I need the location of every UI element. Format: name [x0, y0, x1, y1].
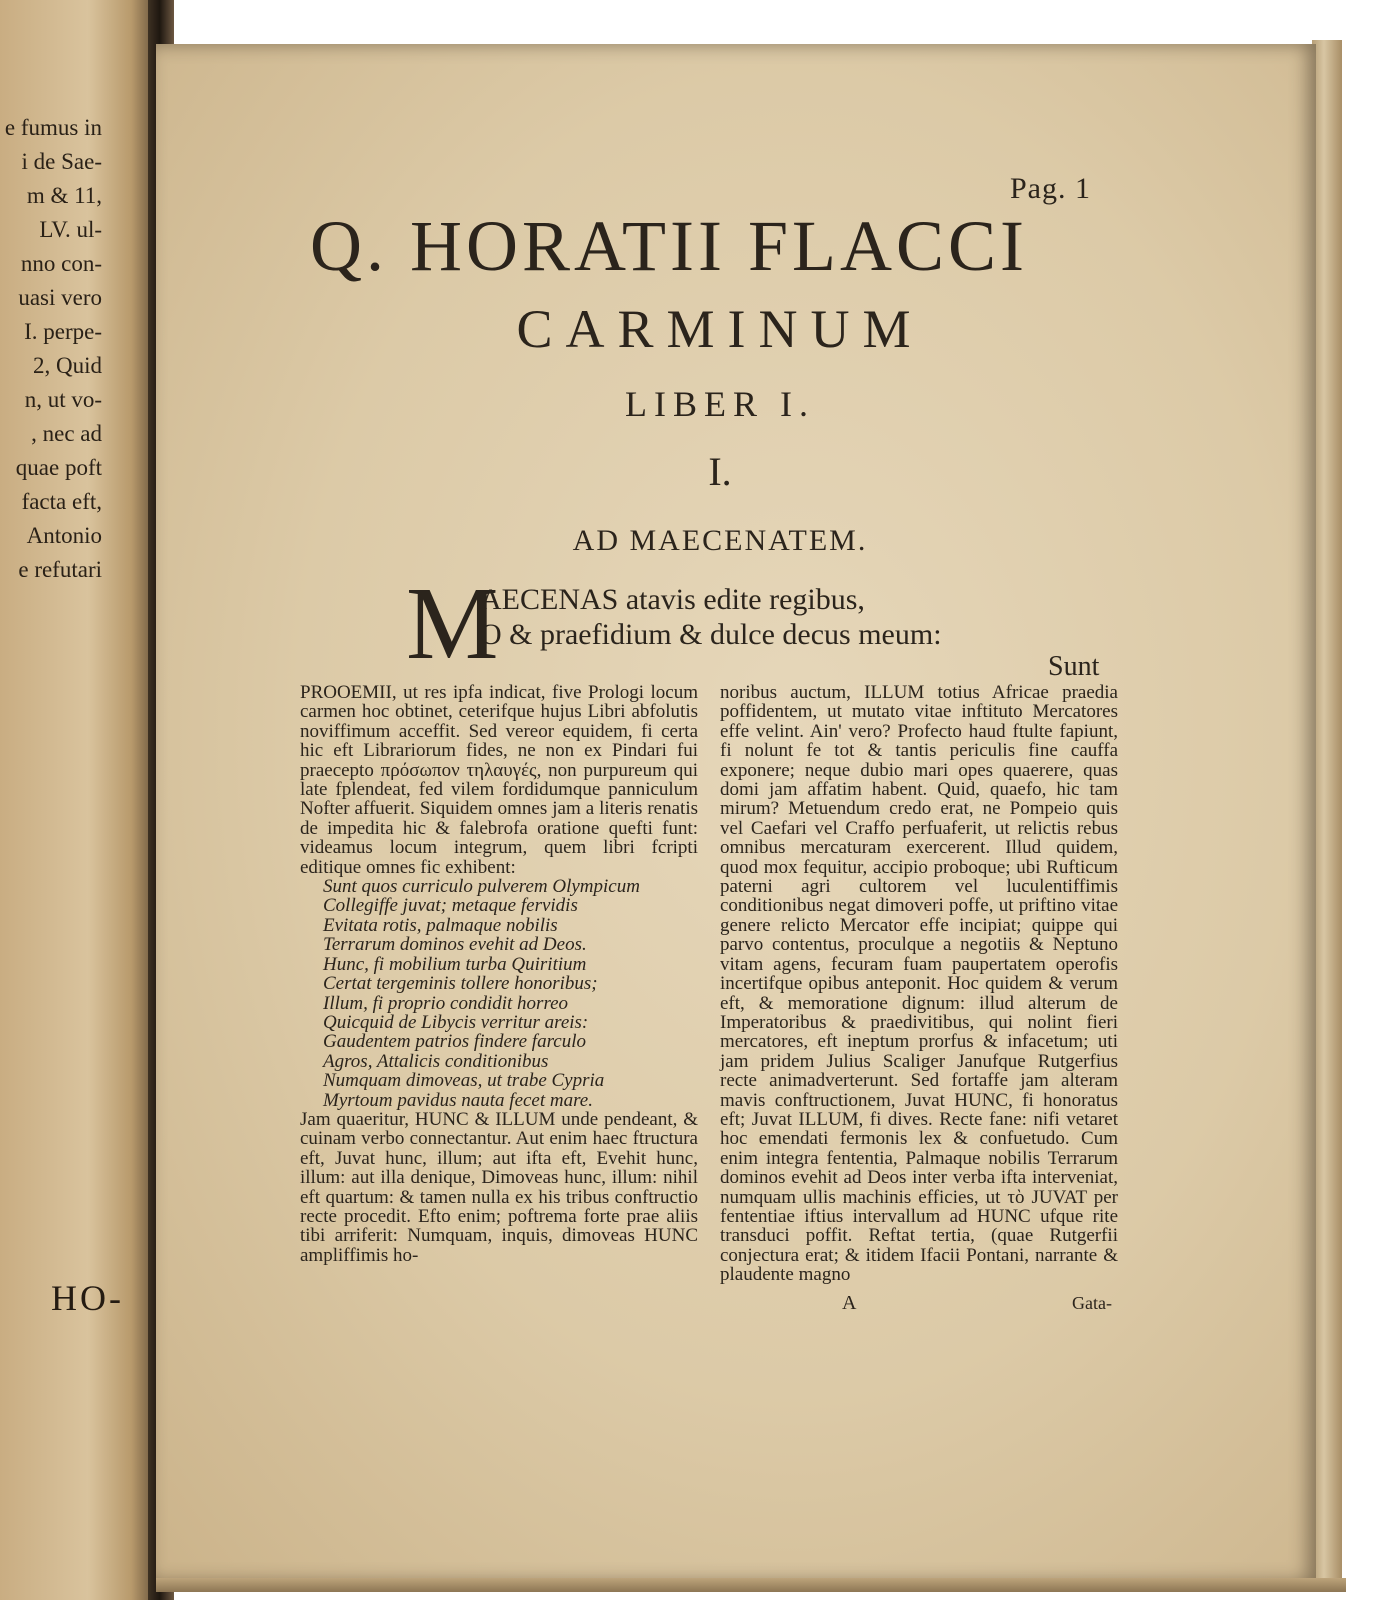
quoted-verse-line: Quicquid de Libycis verritur areis:	[323, 1011, 589, 1033]
ode-title: AD MAECENATEM.	[572, 524, 868, 557]
ode-number: I.	[708, 449, 732, 494]
quoted-verse-line: Numquam dimoveas, ut trabe Cypria	[323, 1070, 605, 1092]
page-title: Q. HORATII FLACCI	[310, 206, 1029, 286]
left-page-line: uasi vero	[18, 285, 102, 310]
signature-mark: A	[842, 1292, 857, 1314]
verse-line: O & praefidium & dulce decus meum:	[480, 618, 942, 651]
left-page-line: nno con-	[20, 251, 102, 276]
quoted-verse-line: Illum, fi proprio condidit horreo	[323, 992, 569, 1014]
commentary-paragraph: noribus auctum, ILLUM totius Africae praedia poffidentem, ut mutato vitae inftituto Mercatores effe velint. Ain' vero? Profecto haud ftulte fapiunt, fi nolunt fe tot & tantis periculis fine cauffa exponere; neque dubio mari opes quaerere, quas domi jam affatim habent. Quid, quaefo, hic tam mirum? Metuendum credo erat, ne Pompeio quis vel Caefari vel Craffo perfuaferit, ut relictis rebus omnibus mercaturam exercerent. Illud quidem, quod mox fequitur, accipio proboque; ubi Rufticum paterni agri cultorem vel luculentiffimis conditionibus negat dimoveri poffe, ut priftino vitae genere relicto Mercator effe incipiat; quippe qui parvo contentus, proculque a negotiis & Neptuno vitam agens, fecuram fuam paupertatem operofis incertifque opibus anteponit. Hoc quidem & verum eft, & memoratione dignum: illud alterum de Imperatoribus & praedivitibus, qui nolint fieri mercatores, eft ineptum prorfus & infacetum; uti jam pridem Julius Scaliger Janufque Rutgerfius recte animadverterunt. Sed fortaffe jam alteram mavis conftructionem, Juvat HUNC, fi honoratus eft; Juvat ILLUM, fi dives. Recte fane: nifi vetaret hoc emendati fermonis lex & confuetudo. Cum enim integra fententia, Palmaque nobilis Terrarum dominos evehit ad Deos inter verba ifta interveniat, numquam ullis machinis efficies, ut τὸ JUVAT per fententiae iftius intervallum ad HUNC ufque rite transduci poffit. Reftat tertia, (quae Rutgerfii conjectura erat; & itidem Ifacii Pontani, narrante & plaudente magno	[720, 682, 1118, 1286]
page-number: Pag. 1	[1010, 172, 1091, 205]
left-page-line: I. perpe-	[24, 319, 102, 344]
quoted-verse-line: Agros, Attalicis conditionibus	[323, 1050, 549, 1072]
drop-cap: M	[406, 566, 499, 681]
catchword-top: Sunt	[1048, 651, 1100, 682]
quoted-verse-line: Evitata rotis, palmaque nobilis	[323, 914, 558, 936]
left-page-line: 2, Quid	[33, 353, 102, 378]
quoted-verse-line: Collegiffe juvat; metaque fervidis	[323, 895, 578, 917]
commentary-paragraph: PROOEMII, ut res ipfa indicat, five Prologi locum carmen hoc obtinet, ceterifque hujus Libri abfolutis noviffimum acceffit. Sed vereor equidem, fi certa hic eft Librariorum fides, ne non ex Pindari fui praecepto πρόσωπον τηλαυγές, non purpureum qui late fplendeat, fed vilem fordidumque panniculum Nofter affuerit. Siquidem omnes jam a literis renatis de impedita hic & falebrofa oratione quefti funt: videamus locum integrum, quem libri fcripti editique omnes fic exhibent:	[300, 682, 698, 878]
commentary-paragraph: Jam quaeritur, HUNC & ILLUM unde pendeant, & cuinam verbo connectantur. Aut enim haec ftructura eft, Juvat hunc, illum; aut ifta eft, Evehit hunc, illum: aut illa denique, Dimoveas hunc, illum: nihil eft quartum: & tamen nulla ex his tribus conftructio recte procedit. Efto enim; poftrema forte prae aliis tibi arriferit: Numquam, inquis, dimoveas HUNC ampliffimis ho-	[300, 1108, 698, 1266]
book-heading: LIBER I.	[625, 384, 815, 424]
quoted-verse-line: Hunc, fi mobilium turba Quiritium	[323, 953, 587, 975]
left-page-line: e refutari	[18, 557, 102, 582]
quoted-verse-line: Gaudentem patrios findere farculo	[323, 1031, 586, 1053]
left-page-line: LV. ul-	[39, 217, 102, 242]
subtitle: CARMINUM	[516, 299, 924, 359]
left-page-line: , nec ad	[31, 421, 102, 446]
page-edge	[1312, 40, 1342, 1585]
left-page-line: i de Sae-	[21, 149, 102, 174]
left-page-heading-fragment: HO-	[51, 1278, 124, 1318]
left-page-line: e fumus in	[4, 115, 102, 140]
quoted-verse-line: Certat tergeminis tollere honoribus;	[323, 973, 598, 995]
left-page-line: Antonio	[26, 523, 102, 548]
left-page-line: facta eft,	[21, 489, 102, 514]
quoted-verse-line: Sunt quos curriculo pulverem Olympicum	[323, 876, 640, 898]
catchword-bottom: Gata-	[1072, 1293, 1112, 1313]
verse-line: AECENAS atavis edite regibus,	[480, 583, 865, 616]
page-bottom-edge	[156, 1578, 1346, 1592]
left-page-line: m & 11,	[26, 183, 102, 208]
left-page	[0, 0, 160, 1600]
quoted-verse-line: Myrtoum pavidus nauta fecet mare.	[323, 1089, 593, 1111]
commentary-left-column	[300, 683, 698, 1265]
left-page-line: n, ut vo-	[24, 387, 102, 412]
commentary-right-column	[720, 683, 1118, 1285]
left-page-line: quae poft	[15, 455, 102, 480]
quoted-verse-line: Terrarum dominos evehit ad Deos.	[323, 934, 587, 956]
